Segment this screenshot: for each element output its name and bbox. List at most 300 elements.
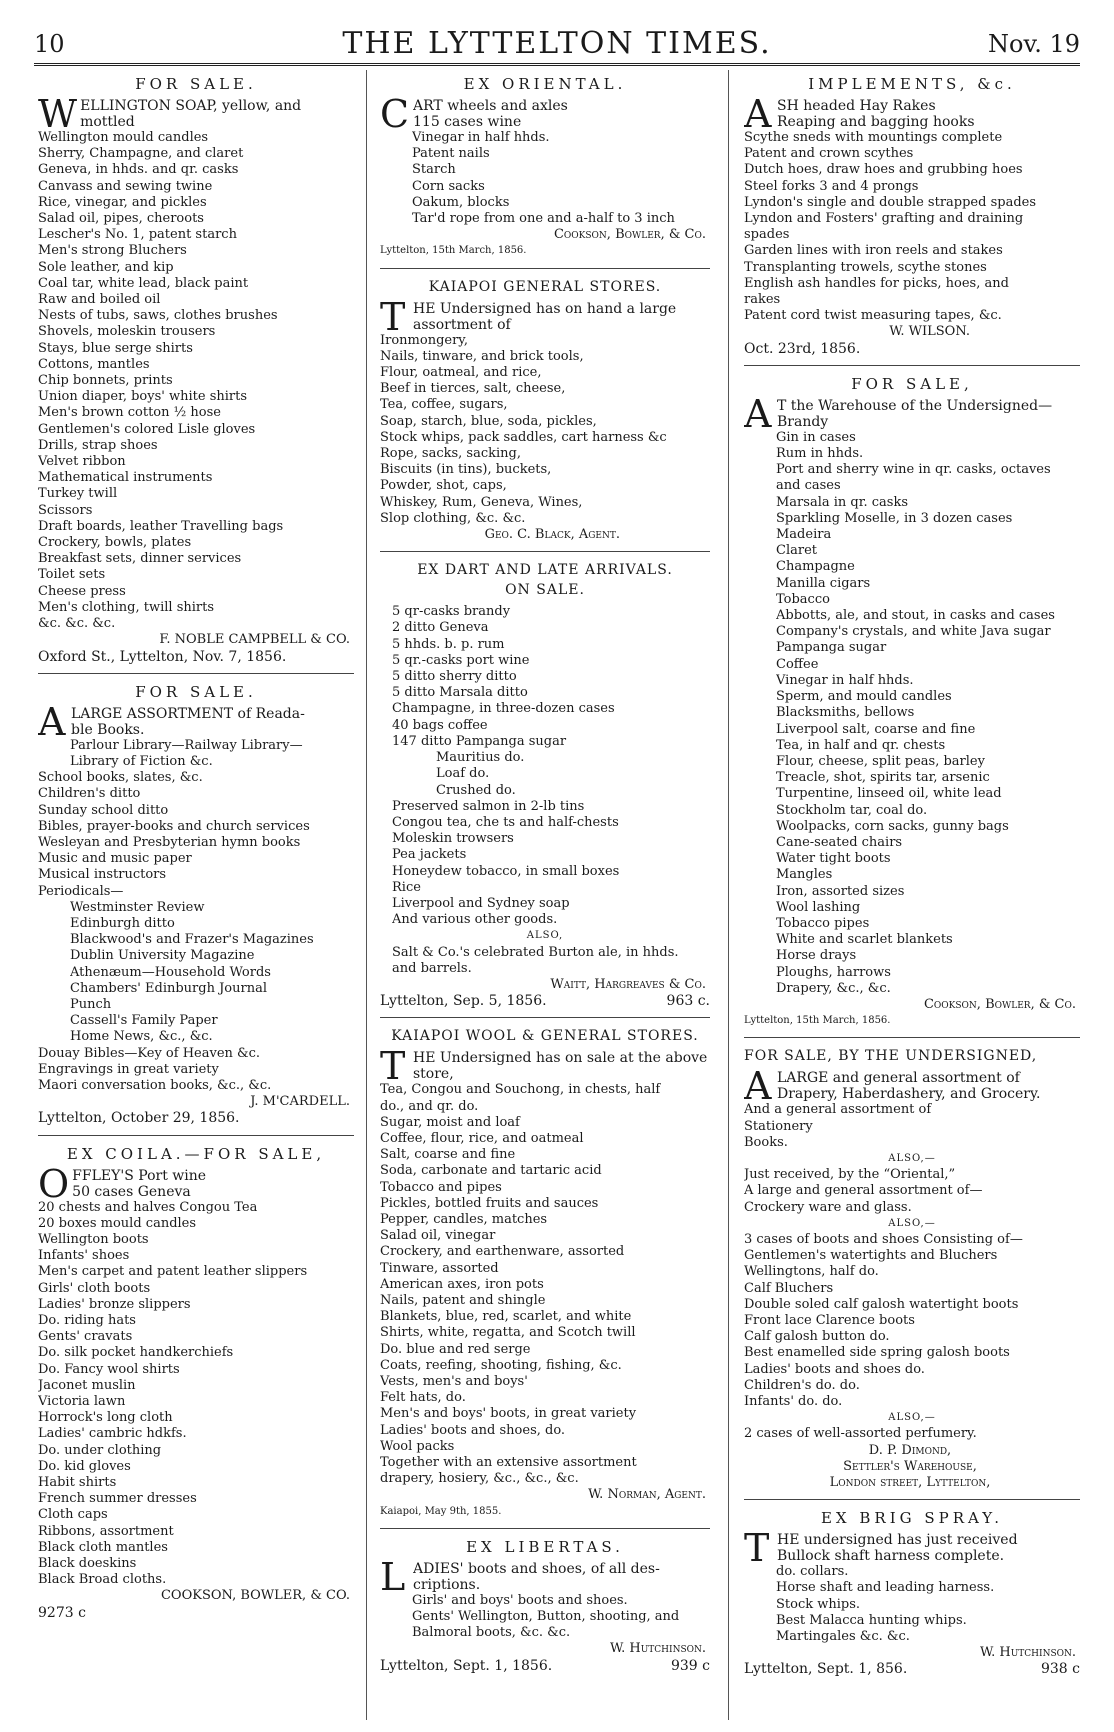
lead-line: FFLEY'S Port wine <box>72 1167 207 1184</box>
list-item: Crockery, and earthenware, assorted <box>380 1244 625 1260</box>
list-item: Velvet ribbon <box>38 454 126 470</box>
dateline: Lyttelton, 15th March, 1856. <box>744 1015 891 1027</box>
lead-line: Bullock shaft harness complete. <box>777 1548 1005 1565</box>
list-item: Infants' shoes <box>38 1248 130 1264</box>
lead-line: HE Undersigned has on hand a large <box>413 300 677 317</box>
list-item: American axes, iron pots <box>380 1276 544 1292</box>
ad-lead <box>380 92 710 136</box>
advertiser-signature: COOKSON, BOWLER, & CO. <box>160 1588 350 1604</box>
list-item: do. collars. <box>776 1564 849 1580</box>
list-item: Ribbons, assortment <box>38 1523 174 1539</box>
dateline: Lyttelton, Sept. 1, 1856. <box>380 1657 553 1674</box>
list-item: Coffee <box>776 656 819 672</box>
drop-cap: W <box>38 92 78 136</box>
list-item: Tobacco <box>776 591 830 607</box>
ad-divider <box>38 673 354 674</box>
list-item: Patent nails <box>412 146 490 162</box>
list-item: Pepper, candles, matches <box>380 1211 548 1227</box>
list-item: Cheese press <box>38 583 126 599</box>
also-list <box>380 945 710 977</box>
masthead <box>34 18 1080 61</box>
dateline: Oct. 23rd, 1856. <box>744 340 861 357</box>
list-item: Pampanga sugar <box>776 640 887 656</box>
list-item: Gentlemen's colored Lisle gloves <box>38 421 256 437</box>
list-item: Transplanting trowels, scythe stones <box>744 259 987 275</box>
ad-heading: KAIAPOI GENERAL STORES. <box>428 278 662 295</box>
dateline: Lyttelton, Sept. 1, 856. <box>744 1661 908 1678</box>
ad-lead <box>744 391 1080 436</box>
list-item: Nails, tinware, and brick tools, <box>380 348 584 364</box>
list-item: Stationery <box>744 1118 813 1134</box>
list-item: Abbotts, ale, and stout, in casks and cases <box>776 608 1055 624</box>
item-list <box>38 770 354 900</box>
list-item: Musical instructors <box>38 867 167 883</box>
list-item: Ironmongery, <box>380 332 469 348</box>
lead-line: ELLINGTON SOAP, yellow, and <box>80 98 302 114</box>
list-item: Iron, assorted sizes <box>776 883 905 899</box>
list-item: Water tight boots <box>776 851 891 867</box>
list-item: Starch <box>412 162 456 178</box>
list-item: spades <box>744 227 790 243</box>
list-item: Men's and boys' boots, in great variety <box>380 1406 637 1422</box>
list-item: D. P. Dimond, <box>868 1442 952 1458</box>
item-list <box>744 1167 1080 1216</box>
ad-ex-coila <box>38 1144 354 1621</box>
lead-line: ble Books. <box>71 721 145 738</box>
list-item: Cassell's Family Paper <box>70 1013 218 1029</box>
list-item: Dublin University Magazine <box>70 948 255 964</box>
lead-text <box>71 706 354 738</box>
list-item: Turkey twill <box>38 486 118 502</box>
list-item: Tar'd rope from one and a-half to 3 inch <box>412 211 675 227</box>
ad-heading: EX DART AND LATE ARRIVALS. <box>417 562 673 579</box>
list-item: Shovels, moleskin trousers <box>38 324 216 340</box>
list-item: Men's strong Bluchers <box>38 243 187 259</box>
ad-lead <box>380 1554 710 1599</box>
ad-divider <box>744 1037 1080 1038</box>
list-item: Salt, coarse and fine <box>380 1147 516 1163</box>
ad-implements <box>744 74 1080 357</box>
list-item: Vinegar in half hhds. <box>412 130 550 145</box>
list-item: Turpentine, linseed oil, white lead <box>776 786 1002 802</box>
list-item: Gentlemen's watertights and Bluchers <box>744 1248 998 1264</box>
list-item: Mangles <box>776 867 833 883</box>
advertiser-signature: Cookson, Bowler, & Co. <box>553 227 706 243</box>
lead-line: ART wheels and axles <box>413 98 568 114</box>
list-item: Drills, strap shoes <box>38 437 158 453</box>
list-item: Coffee, flour, rice, and oatmeal <box>380 1130 584 1146</box>
ad-ex-oriental <box>380 74 710 260</box>
list-item: Crushed do. <box>436 782 516 798</box>
list-item: 5 qr.-casks port wine <box>392 652 530 668</box>
list-item: Shirts, white, regatta, and Scotch twill <box>380 1325 636 1341</box>
list-item: Punch <box>70 996 112 1012</box>
list-item: Habit shirts <box>38 1475 117 1491</box>
ad-heading: FOR SALE, <box>851 374 973 393</box>
list-item: Tobacco pipes <box>776 915 870 931</box>
list-item: 20 boxes mould candles <box>38 1215 197 1231</box>
list-item: Drapery, &c., &c. <box>776 980 891 996</box>
list-item: Cottons, mantles <box>38 356 150 372</box>
list-item: Ladies' boots and shoes do. <box>744 1361 925 1377</box>
list-item: Sherry, Champagne, and claret <box>38 146 244 162</box>
ad-heading: KAIAPOI WOOL & GENERAL STORES. <box>391 1028 699 1045</box>
list-item: Loaf do. <box>436 766 490 782</box>
list-item: Sparkling Moselle, in 3 dozen cases <box>776 510 1013 526</box>
list-item: Coal tar, white lead, black paint <box>38 275 249 291</box>
list-item: Cloth caps <box>38 1507 108 1523</box>
ad-divider <box>744 1499 1080 1500</box>
list-item: Coats, reefing, shooting, fishing, &c. <box>380 1357 622 1373</box>
list-item: 20 chests and halves Congou Tea <box>38 1199 258 1215</box>
lead-line: ADIES' boots and shoes, of all des- <box>413 1560 660 1577</box>
list-item: Whiskey, Rum, Geneva, Wines, <box>380 494 583 510</box>
list-item: Edinburgh ditto <box>70 915 175 931</box>
list-item: Do. kid gloves <box>38 1458 131 1474</box>
list-item: A large and general assortment of— <box>744 1183 983 1199</box>
lead-line: LARGE and general assortment of <box>777 1070 1020 1087</box>
list-item: Parlour Library—Railway Library— <box>70 737 303 753</box>
list-item: Library of Fiction &c. <box>70 753 213 769</box>
list-item: Dutch hoes, draw hoes and grubbing hoes <box>744 162 1023 178</box>
list-item: Ladies' cambric hdkfs. <box>38 1426 187 1442</box>
list-item: Nests of tubs, saws, clothes brushes <box>38 308 278 324</box>
list-item: Music and music paper <box>38 851 192 867</box>
drop-cap: L <box>380 1554 406 1599</box>
lead-text <box>72 1168 354 1200</box>
lead-text <box>777 1532 1080 1564</box>
list-item: Lyndon and Fosters' grafting and draining <box>744 211 1024 227</box>
list-item: Flour, oatmeal, and rice, <box>380 365 542 381</box>
list-item: Company's crystals, and white Java sugar <box>776 624 1051 640</box>
item-list <box>744 1232 1080 1410</box>
item-list <box>380 604 710 750</box>
lead-line: T the Warehouse of the Undersigned— <box>777 397 1053 414</box>
ad-ex-libertas <box>380 1537 710 1674</box>
advertiser-signature: Geo. C. Black, Agent. <box>484 527 620 543</box>
also-label: ALSO, <box>526 930 564 942</box>
list-item: Stays, blue serge shirts <box>38 340 193 356</box>
list-item: Ladies' boots and shoes, do. <box>380 1422 566 1438</box>
list-item: Rum in hhds. <box>776 446 864 462</box>
list-item: Mauritius do. <box>436 750 525 766</box>
list-item: London street, Lyttelton, <box>829 1475 991 1491</box>
list-item: and cases <box>776 478 841 494</box>
lead-line: assortment of <box>413 316 511 333</box>
ad-heading: IMPLEMENTS, &c. <box>808 75 1016 93</box>
drop-cap: A <box>744 92 772 136</box>
list-item: Rice, vinegar, and pickles <box>38 194 207 210</box>
list-item: Tinware, assorted <box>380 1260 499 1276</box>
list-item: 5 ditto Marsala ditto <box>392 685 528 701</box>
ad-heading: EX ORIENTAL. <box>463 75 627 93</box>
list-item: Double soled calf galosh watertight boots <box>744 1296 1019 1312</box>
list-item: Black cloth mantles <box>38 1539 168 1555</box>
column-divider <box>366 70 367 1720</box>
list-item: Salt & Co.'s celebrated Burton ale, in hhds. <box>392 944 679 960</box>
list-item: Gents' cravats <box>38 1329 133 1345</box>
list-item: Vinegar in half hhds. <box>776 672 914 688</box>
ad-kaiapoi-general-stores <box>380 277 710 544</box>
list-item: Rope, sacks, sacking, <box>380 446 521 462</box>
list-item: Douay Bibles—Key of Heaven &c. <box>38 1045 261 1061</box>
drop-cap: T <box>744 1526 770 1571</box>
list-item: Pickles, bottled fruits and sauces <box>380 1195 599 1211</box>
masthead-rule <box>34 63 1080 69</box>
item-list <box>744 1102 1080 1151</box>
advertiser-signature: Cookson, Bowler, & Co. <box>923 996 1076 1012</box>
ad-heading: EX BRIG SPRAY. <box>820 1509 1003 1528</box>
list-item: Together with an extensive assortment <box>380 1455 637 1471</box>
advertiser-signature <box>744 1443 1080 1492</box>
list-item: Scythe sneds with mountings complete <box>744 130 1003 145</box>
list-item: Ladies' bronze slippers <box>38 1296 191 1312</box>
list-item: Wesleyan and Presbyterian hymn books <box>38 834 301 850</box>
ad-number: 939 c <box>670 1657 710 1674</box>
list-item: Athenæum—Household Words <box>70 964 271 980</box>
ad-lead <box>38 699 354 744</box>
item-list <box>744 430 1080 997</box>
drop-cap: C <box>380 92 410 136</box>
lead-text <box>777 98 1080 130</box>
list-item: And various other goods. <box>392 912 558 928</box>
list-item: Soap, starch, blue, soda, pickles, <box>380 413 597 429</box>
list-item: Crockery, bowls, plates <box>38 535 192 551</box>
list-item: Patent cord twist measuring tapes, &c. <box>744 308 1002 324</box>
list-item: Champagne, in three-dozen cases <box>392 701 615 717</box>
dateline: Lyttelton, Sep. 5, 1856. <box>380 993 547 1010</box>
list-item: School books, slates, &c. <box>38 770 203 786</box>
list-item: Infants' do. do. <box>744 1394 843 1410</box>
ad-divider <box>380 551 710 552</box>
item-list <box>380 1593 710 1642</box>
list-item: Oakum, blocks <box>412 194 510 210</box>
list-item: Steel forks 3 and 4 prongs <box>744 178 919 194</box>
lead-line: mottled <box>80 114 135 130</box>
list-item: Madeira <box>776 527 832 543</box>
list-item: Scissors <box>38 502 93 518</box>
list-item: Soda, carbonate and tartaric acid <box>380 1163 602 1179</box>
list-item: Calf Bluchers <box>744 1280 834 1296</box>
sugar-list <box>380 750 710 799</box>
list-item: Men's clothing, twill shirts <box>38 599 215 615</box>
item-list <box>380 799 710 929</box>
list-item: Patent and crown scythes <box>744 146 914 162</box>
list-item: Do. Fancy wool shirts <box>38 1361 180 1377</box>
list-item: Raw and boiled oil <box>38 292 161 308</box>
item-list <box>380 1082 710 1487</box>
list-item: Manilla cigars <box>776 575 871 591</box>
list-item: Nails, patent and shingle <box>380 1292 546 1308</box>
list-item: Victoria lawn <box>38 1394 126 1410</box>
ad-lead <box>380 294 710 339</box>
lead-line: 115 cases wine <box>413 114 522 130</box>
column-2 <box>380 72 710 1712</box>
list-item: Engravings in great variety <box>38 1061 219 1077</box>
list-item: Blackwood's and Frazer's Magazines <box>70 932 314 948</box>
ad-number: 963 c. <box>666 993 710 1010</box>
list-item: Geneva, in hhds. and qr. casks <box>38 162 239 178</box>
list-item: Sugar, moist and loaf <box>380 1114 520 1130</box>
lead-text <box>413 1050 710 1082</box>
list-item: do., and qr. do. <box>380 1098 479 1114</box>
list-item: Settler's Warehouse, <box>843 1458 977 1474</box>
list-item: Horse shaft and leading harness. <box>776 1580 995 1596</box>
list-item: Wool lashing <box>776 899 861 915</box>
list-item: Best Malacca hunting whips. <box>776 1612 967 1628</box>
list-item: Liverpool and Sydney soap <box>392 895 570 911</box>
list-item: 5 qr-casks brandy <box>392 604 511 620</box>
dateline-row <box>744 1661 1080 1677</box>
lead-line: HE undersigned has just received <box>777 1532 1018 1549</box>
list-item: Chambers' Edinburgh Journal <box>70 980 267 996</box>
list-item: Claret <box>776 543 817 559</box>
list-item: Tobacco and pipes <box>380 1179 502 1195</box>
drop-cap: A <box>744 1064 772 1109</box>
list-item: And a general assortment of <box>744 1102 932 1118</box>
drop-cap: T <box>380 1044 406 1089</box>
dateline: Lyttelton, October 29, 1856. <box>38 1110 240 1127</box>
list-item: Beef in tierces, salt, cheese, <box>380 381 566 397</box>
advertiser-signature: W. Hutchinson. <box>980 1645 1076 1661</box>
dateline: Oxford St., Lyttelton, Nov. 7, 1856. <box>38 648 287 665</box>
dateline: Kaiapoi, May 9th, 1855. <box>380 1505 502 1517</box>
lead-text <box>413 1561 710 1593</box>
list-item: and barrels. <box>392 960 472 976</box>
lead-text <box>413 98 710 130</box>
lead-line: criptions. <box>413 1576 481 1593</box>
list-item: 2 ditto Geneva <box>392 620 489 636</box>
column-divider <box>728 70 729 1720</box>
ad-lead <box>380 1044 710 1089</box>
list-item: Mathematical instruments <box>38 470 213 486</box>
list-item: rakes <box>744 292 781 308</box>
ad-lead <box>38 1161 354 1206</box>
advertiser-signature: Waitt, Hargreaves & Co. <box>550 976 706 992</box>
list-item: Lyndon's single and double strapped spades <box>744 194 1037 210</box>
list-item: 3 cases of boots and shoes Consisting of— <box>744 1231 1023 1247</box>
drop-cap: A <box>38 699 66 744</box>
lead-line: 50 cases Geneva <box>72 1183 191 1200</box>
ad-divider <box>38 1135 354 1136</box>
list-item: Felt hats, do. <box>380 1390 466 1406</box>
ad-for-sale-campbell <box>38 74 354 665</box>
list-item: Children's do. do. <box>744 1377 860 1393</box>
list-item: Rice <box>392 879 421 895</box>
ad-ex-dart <box>380 560 710 1009</box>
lead-line: SH headed Hay Rakes <box>777 98 936 114</box>
list-item: Breakfast sets, dinner services <box>38 551 242 567</box>
list-item: Garden lines with iron reels and stakes <box>744 243 1003 259</box>
advertiser-signature: J. M'CARDELL. <box>250 1094 350 1110</box>
ad-heading: FOR SALE. <box>135 682 257 701</box>
list-item: Calf galosh button do. <box>744 1329 890 1345</box>
list-item: Tea, Congou and Souchong, in chests, half <box>380 1082 661 1098</box>
item-list <box>38 1046 354 1095</box>
ad-heading: FOR SALE. <box>135 75 257 93</box>
list-item: Powder, shot, caps, <box>380 478 507 494</box>
ad-for-sale-books <box>38 682 354 1127</box>
list-item: English ash handles for picks, hoes, and <box>744 275 1009 291</box>
list-item: Maori conversation books, &c., &c. <box>38 1077 272 1093</box>
list-item: White and scarlet blankets <box>776 932 953 948</box>
list-item: Preserved salmon in 2-lb tins <box>392 798 585 814</box>
item-list <box>380 333 710 527</box>
list-item: Black Broad cloths. <box>38 1572 167 1588</box>
sub-list <box>38 738 354 770</box>
ad-heading: EX COILA.—FOR SALE, <box>66 1144 326 1163</box>
ad-number: 9273 c <box>38 1604 86 1621</box>
list-item: Do. under clothing <box>38 1442 162 1458</box>
column-3 <box>744 72 1080 1712</box>
list-item: Lescher's No. 1, patent starch <box>38 227 237 243</box>
list-item: Westminster Review <box>70 899 205 915</box>
list-item: Balmoral boots, &c. &c. <box>412 1625 571 1641</box>
list-item: Girls' cloth boots <box>38 1280 151 1296</box>
ad-lead <box>744 1526 1080 1571</box>
item-list <box>380 130 710 227</box>
list-item: Vests, men's and boys' <box>380 1374 528 1389</box>
list-item: Best enamelled side spring galosh boots <box>744 1345 1010 1361</box>
ad-heading: FOR SALE, BY THE UNDERSIGNED, <box>744 1048 1038 1065</box>
list-item: Periodicals— <box>38 883 124 899</box>
list-item: Chip bonnets, prints <box>38 373 173 389</box>
list-item: Champagne <box>776 559 855 575</box>
item-list <box>38 130 354 632</box>
list-item: Bibles, prayer-books and church services <box>38 818 310 834</box>
list-item: Union diaper, boys' white shirts <box>38 389 248 405</box>
ad-for-sale-warehouse <box>744 374 1080 1030</box>
list-item: French summer dresses <box>38 1491 197 1507</box>
list-item: Stock whips. <box>776 1596 861 1612</box>
list-item: 147 ditto Pampanga sugar <box>392 733 567 749</box>
list-item: Gents' Wellington, Button, shooting, and <box>412 1609 680 1625</box>
lead-text <box>777 1070 1080 1102</box>
list-item: Do. silk pocket handkerchiefs <box>38 1345 234 1361</box>
ad-divider <box>380 268 710 269</box>
list-item: Home News, &c., &c. <box>70 1029 213 1045</box>
periodicals-list <box>38 900 354 1046</box>
list-item: Men's carpet and patent leather slippers <box>38 1264 308 1280</box>
list-item: Men's brown cotton ½ hose <box>38 405 221 421</box>
list-item: Just received, by the “Oriental,” <box>744 1167 956 1183</box>
list-item: 2 cases of well-assorted perfumery. <box>744 1426 977 1442</box>
ad-number: 938 c <box>1040 1661 1080 1678</box>
list-item: Slop clothing, &c. &c. <box>380 510 526 526</box>
issue-date: Nov. 19 <box>988 30 1080 58</box>
list-item: Salad oil, pipes, cheroots <box>38 211 204 227</box>
list-item: Wellington boots <box>38 1231 149 1247</box>
list-item: Tea, coffee, sugars, <box>380 397 508 413</box>
advertiser-signature: F. NOBLE CAMPBELL & CO. <box>159 632 350 648</box>
ad-lead <box>744 92 1080 136</box>
lead-line: HE Undersigned has on sale at the above <box>413 1050 708 1067</box>
list-item: Woolpacks, corn sacks, gunny bags <box>776 818 1009 834</box>
item-list <box>744 1564 1080 1645</box>
list-item: Wool packs <box>380 1438 455 1454</box>
list-item: Wellington mould candles <box>38 130 209 145</box>
list-item: Do. blue and red serge <box>380 1341 531 1357</box>
list-item: Blacksmiths, bellows <box>776 705 915 721</box>
list-item: Stockholm tar, coal do. <box>776 802 928 818</box>
list-item: Wellingtons, half do. <box>744 1264 879 1280</box>
lead-line: Brandy <box>777 413 829 430</box>
list-item: Sunday school ditto <box>38 802 169 818</box>
list-item: Blankets, blue, red, scarlet, and white <box>380 1309 632 1325</box>
ad-divider <box>380 1528 710 1529</box>
dateline-row <box>380 1658 710 1674</box>
list-item: Moleskin trowsers <box>392 831 514 847</box>
